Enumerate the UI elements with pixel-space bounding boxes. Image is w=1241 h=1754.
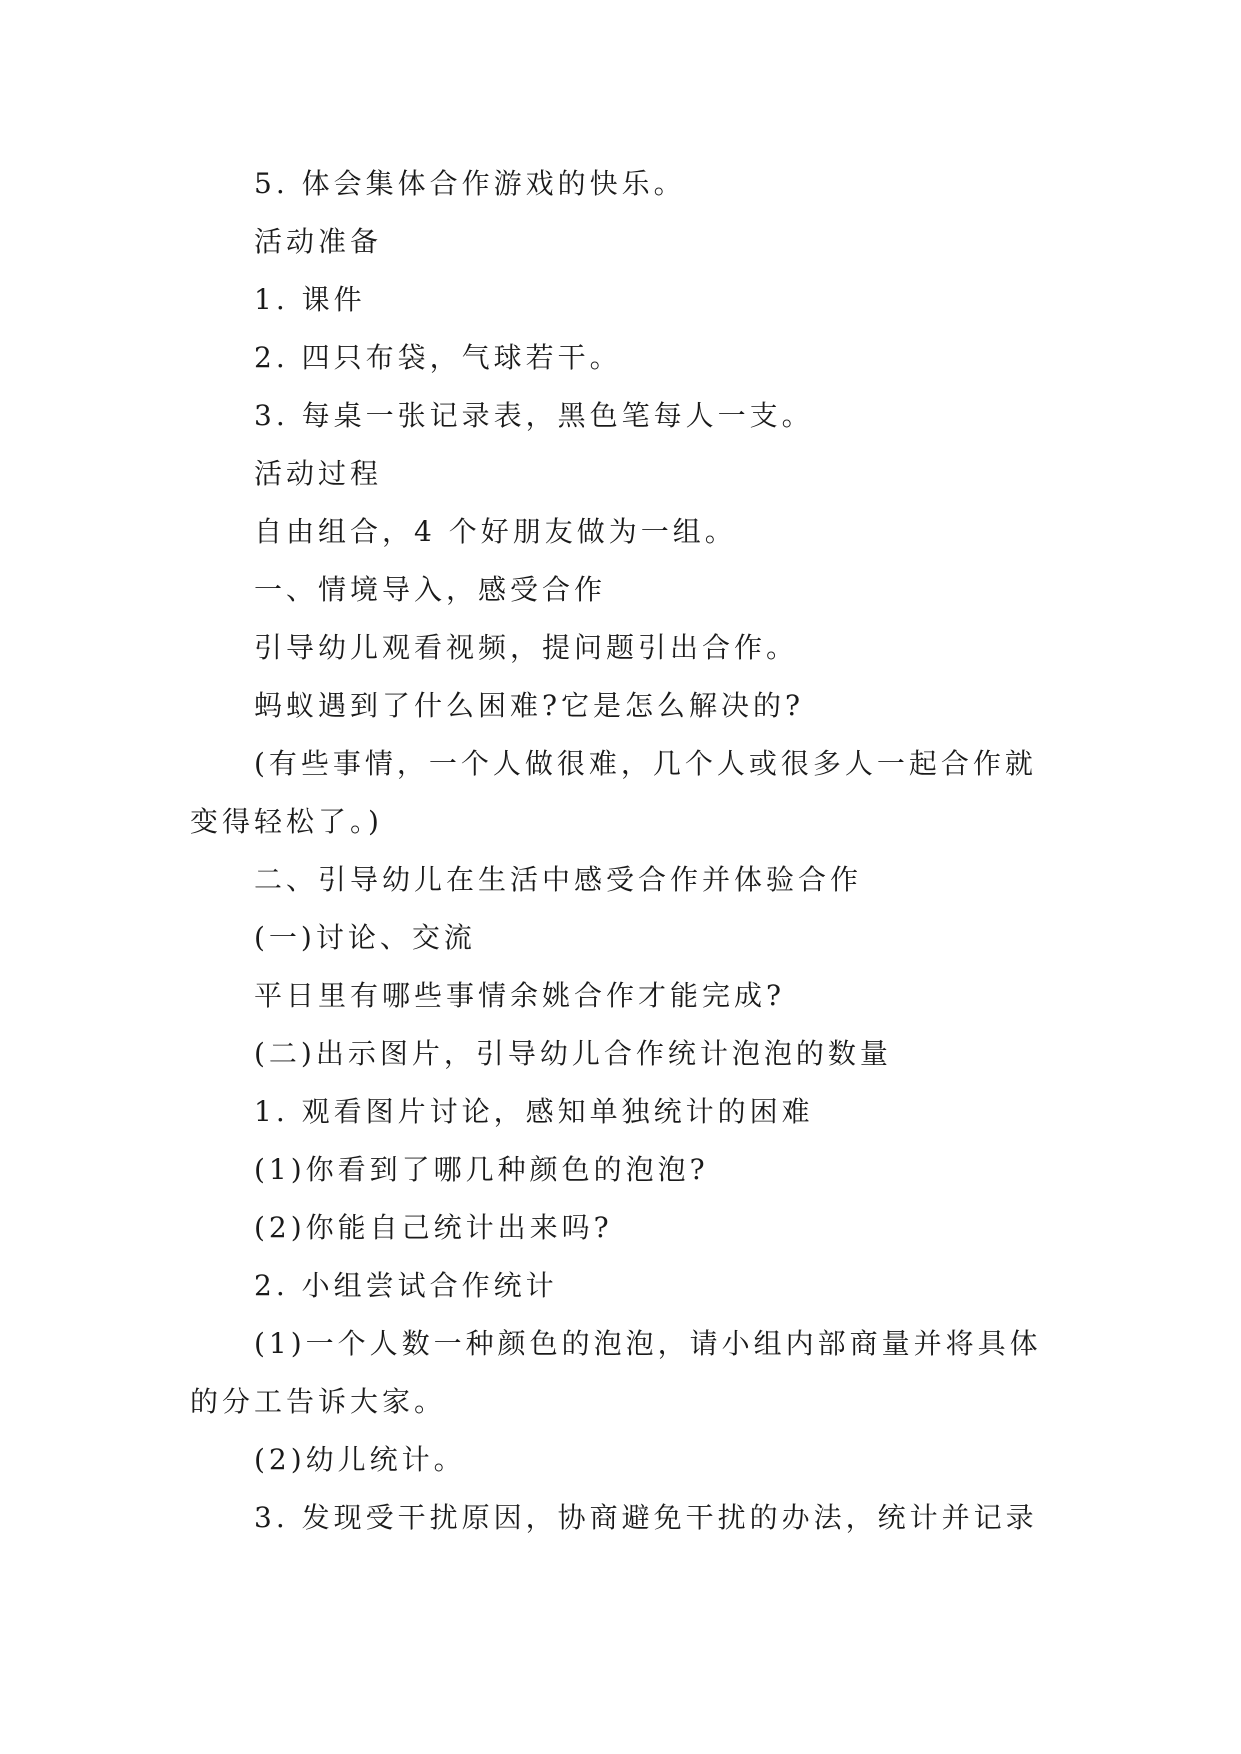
paragraph: (2)幼儿统计。 (254, 1443, 466, 1476)
paragraph: 5. 体会集体合作游戏的快乐。 (254, 167, 686, 200)
paragraph: 3. 发现受干扰原因，协商避免干扰的办法，统计并记录 (254, 1501, 1038, 1534)
paragraph: (1)一个人数一种颜色的泡泡，请小组内部商量并将具体的分工告诉大家。 (190, 1327, 1042, 1418)
paragraph: (2)你能自己统计出来吗? (254, 1211, 613, 1244)
paragraph: 平日里有哪些事情余姚合作才能完成? (254, 979, 786, 1012)
paragraph: 2. 小组尝试合作统计 (254, 1269, 558, 1302)
paragraph: 2. 四只布袋，气球若干。 (254, 341, 622, 374)
paragraph: 自由组合，4 个好朋友做为一组。 (254, 515, 737, 548)
paragraph: (二)出示图片，引导幼儿合作统计泡泡的数量 (254, 1037, 892, 1070)
paragraph: (有些事情，一个人做很难，几个人或很多人一起合作就变得轻松了。) (190, 747, 1037, 838)
section-heading: 一、情境导入，感受合作 (254, 573, 607, 606)
section-heading: 活动过程 (254, 457, 383, 490)
section-heading: 活动准备 (254, 225, 383, 258)
paragraph: 引导幼儿观看视频，提问题引出合作。 (254, 631, 799, 664)
paragraph: (1)你看到了哪几种颜色的泡泡? (254, 1153, 709, 1186)
paragraph: 1. 观看图片讨论，感知单独统计的困难 (254, 1095, 814, 1128)
paragraph: 蚂蚁遇到了什么困难?它是怎么解决的? (254, 689, 805, 722)
paragraph: (一)讨论、交流 (254, 921, 476, 954)
document-page (190, 155, 1050, 1547)
paragraph: 1. 课件 (254, 283, 366, 316)
paragraph: 3. 每桌一张记录表，黑色笔每人一支。 (254, 399, 814, 432)
section-heading: 二、引导幼儿在生活中感受合作并体验合作 (254, 863, 863, 896)
